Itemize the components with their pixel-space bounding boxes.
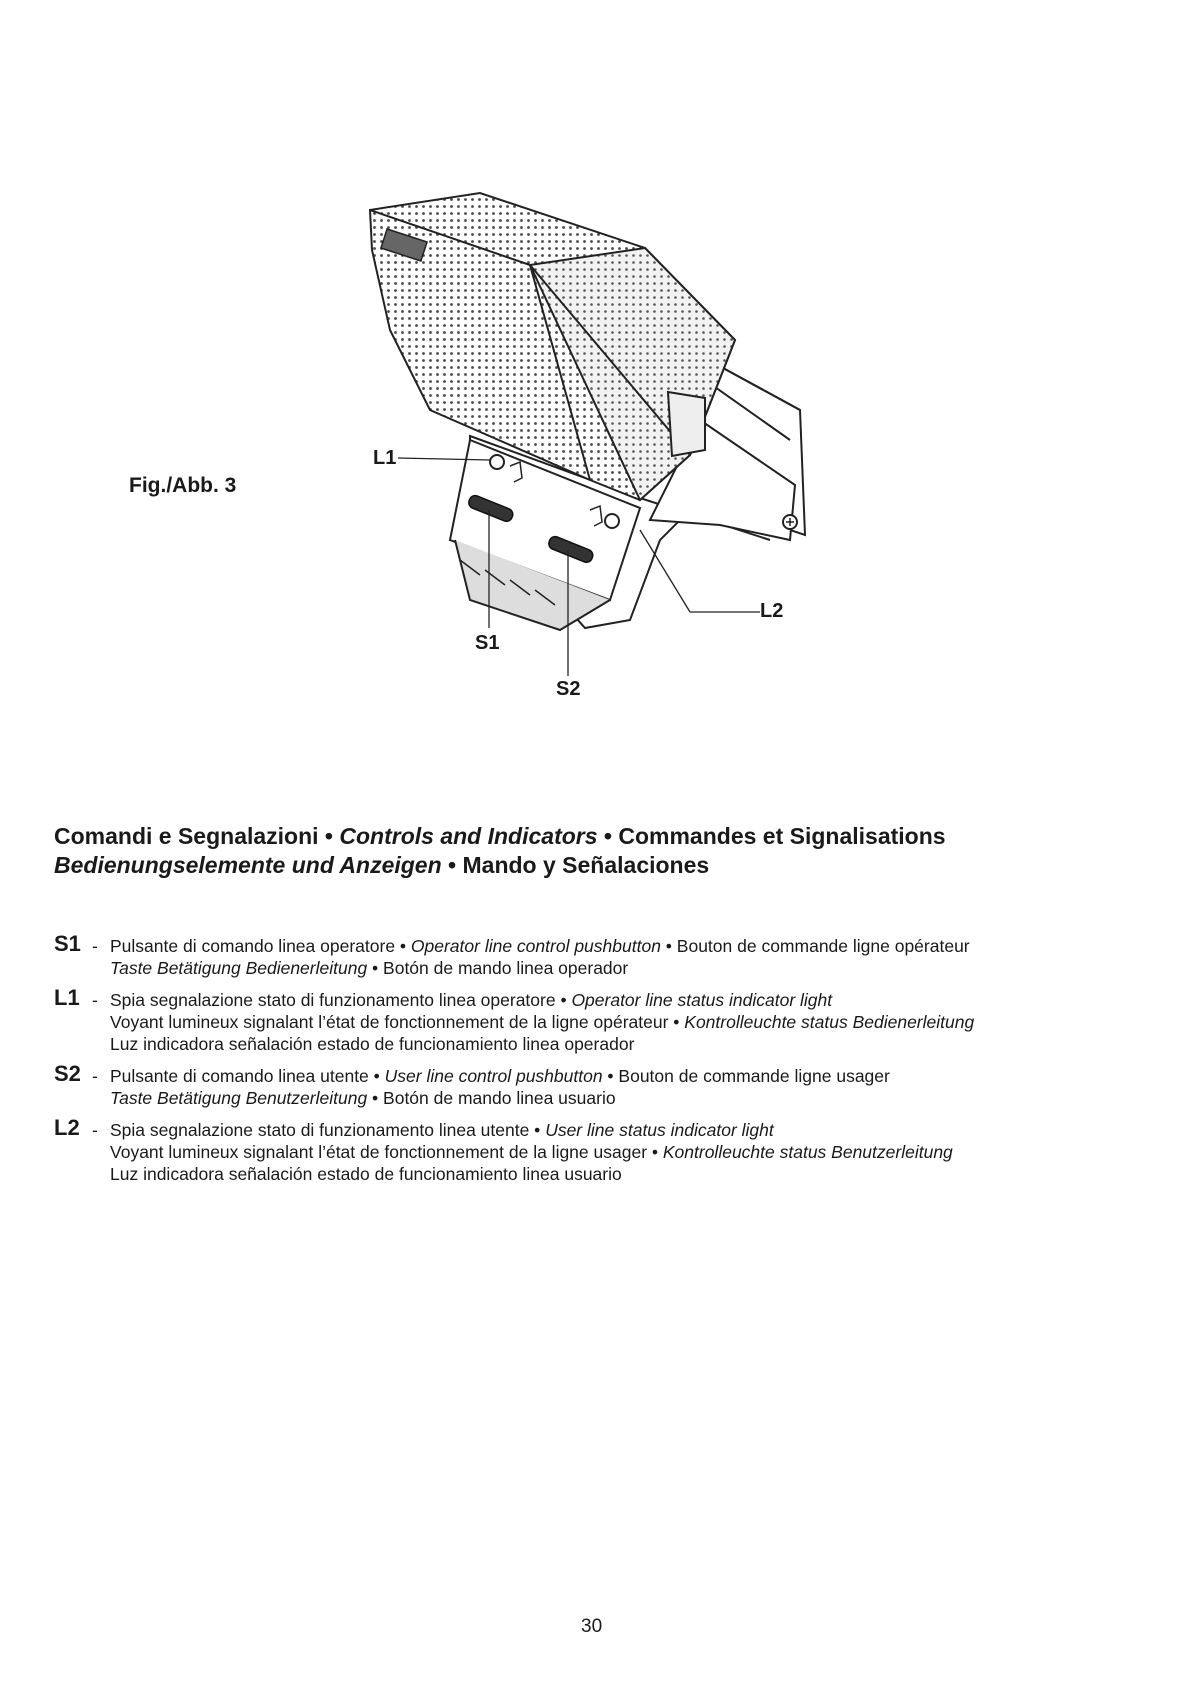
text-span: • Commandes et Signalisations: [597, 823, 946, 849]
legend-code: L1: [54, 985, 80, 1010]
text-span: •: [318, 823, 340, 849]
page-number: 30: [581, 1616, 603, 1637]
legend-dash: -: [92, 990, 98, 1010]
callout-s1: S1: [475, 632, 500, 654]
text-span: Pulsante di comando linea utente •: [110, 1066, 385, 1086]
text-span: Spia segnalazione stato di funzionamento linea utente •: [110, 1120, 546, 1140]
heading-line-2: [54, 851, 1154, 880]
text-span: Spia segnalazione stato di funzionamento linea operatore •: [110, 990, 572, 1010]
text-span: Operator line status indicator light: [571, 990, 833, 1010]
legend-description: [110, 1119, 1174, 1185]
legend-description: [110, 935, 1174, 979]
text-span: Taste Betätigung Bedienerleitung: [110, 958, 368, 978]
section-heading: [54, 822, 1154, 880]
callout-s2: S2: [556, 678, 581, 700]
legend-line: [110, 1087, 1174, 1109]
text-span: Controls and Indicators: [339, 823, 598, 849]
legend-description: [110, 1065, 1174, 1109]
legend-dash: -: [92, 1120, 98, 1140]
text-span: Luz indicadora señalación estado de funcionamiento linea usuario: [110, 1164, 622, 1184]
text-span: User line status indicator light: [545, 1120, 774, 1140]
legend-code: L2: [54, 1115, 80, 1140]
legend-line: [110, 1065, 1174, 1087]
device-illustration: [0, 0, 1191, 720]
text-span: • Mando y Señalaciones: [441, 852, 710, 878]
legend-dash: -: [92, 1066, 98, 1086]
legend-line: [110, 1033, 1174, 1055]
text-span: Luz indicadora señalación estado de funcionamiento linea operador: [110, 1034, 635, 1054]
text-span: Operator line control pushbutton: [410, 936, 661, 956]
text-span: • Botón de mando linea usuario: [367, 1088, 616, 1108]
legend-entry-l2: [54, 1115, 1174, 1185]
text-span: Bedienungselemente und Anzeigen: [54, 852, 442, 878]
text-span: Taste Betätigung Benutzerleitung: [110, 1088, 368, 1108]
text-span: Kontrolleuchte status Bedienerleitung: [684, 1012, 975, 1032]
text-span: User line control pushbutton: [384, 1066, 603, 1086]
text-span: Voyant lumineux signalant l’état de fonctionnement de la ligne opérateur •: [110, 1012, 685, 1032]
text-span: Pulsante di comando linea operatore •: [110, 936, 411, 956]
legend-line: [110, 957, 1174, 979]
legend-line: [110, 1163, 1174, 1185]
callout-l2: L2: [760, 600, 784, 622]
figure-label: Fig./Abb. 3: [129, 474, 237, 497]
l2-lamp-shape: [605, 514, 619, 528]
text-span: Kontrolleuchte status Benutzerleitung: [662, 1142, 953, 1162]
legend-description: [110, 989, 1174, 1055]
legend-line: [110, 1141, 1174, 1163]
text-span: Comandi e Segnalazioni: [54, 823, 319, 849]
legend-entry-s2: [54, 1061, 1174, 1109]
legend-entry-l1: [54, 985, 1174, 1055]
callout-l1: L1: [373, 447, 397, 469]
l1-lamp-shape: [490, 455, 504, 469]
text-span: • Botón de mando linea operador: [367, 958, 629, 978]
legend-list: [54, 931, 1174, 1195]
end-cap: [668, 392, 705, 456]
text-span: Voyant lumineux signalant l’état de fonctionnement de la ligne usager •: [110, 1142, 663, 1162]
legend-dash: -: [92, 936, 98, 956]
legend-code: S2: [54, 1061, 81, 1086]
legend-code: S1: [54, 931, 81, 956]
legend-entry-s1: [54, 931, 1174, 979]
legend-line: [110, 1011, 1174, 1033]
text-span: • Bouton de commande ligne opérateur: [660, 936, 970, 956]
legend-line: [110, 989, 1174, 1011]
text-span: • Bouton de commande ligne usager: [602, 1066, 890, 1086]
heading-line-1: [54, 822, 1154, 851]
legend-line: [110, 935, 1174, 957]
legend-line: [110, 1119, 1174, 1141]
